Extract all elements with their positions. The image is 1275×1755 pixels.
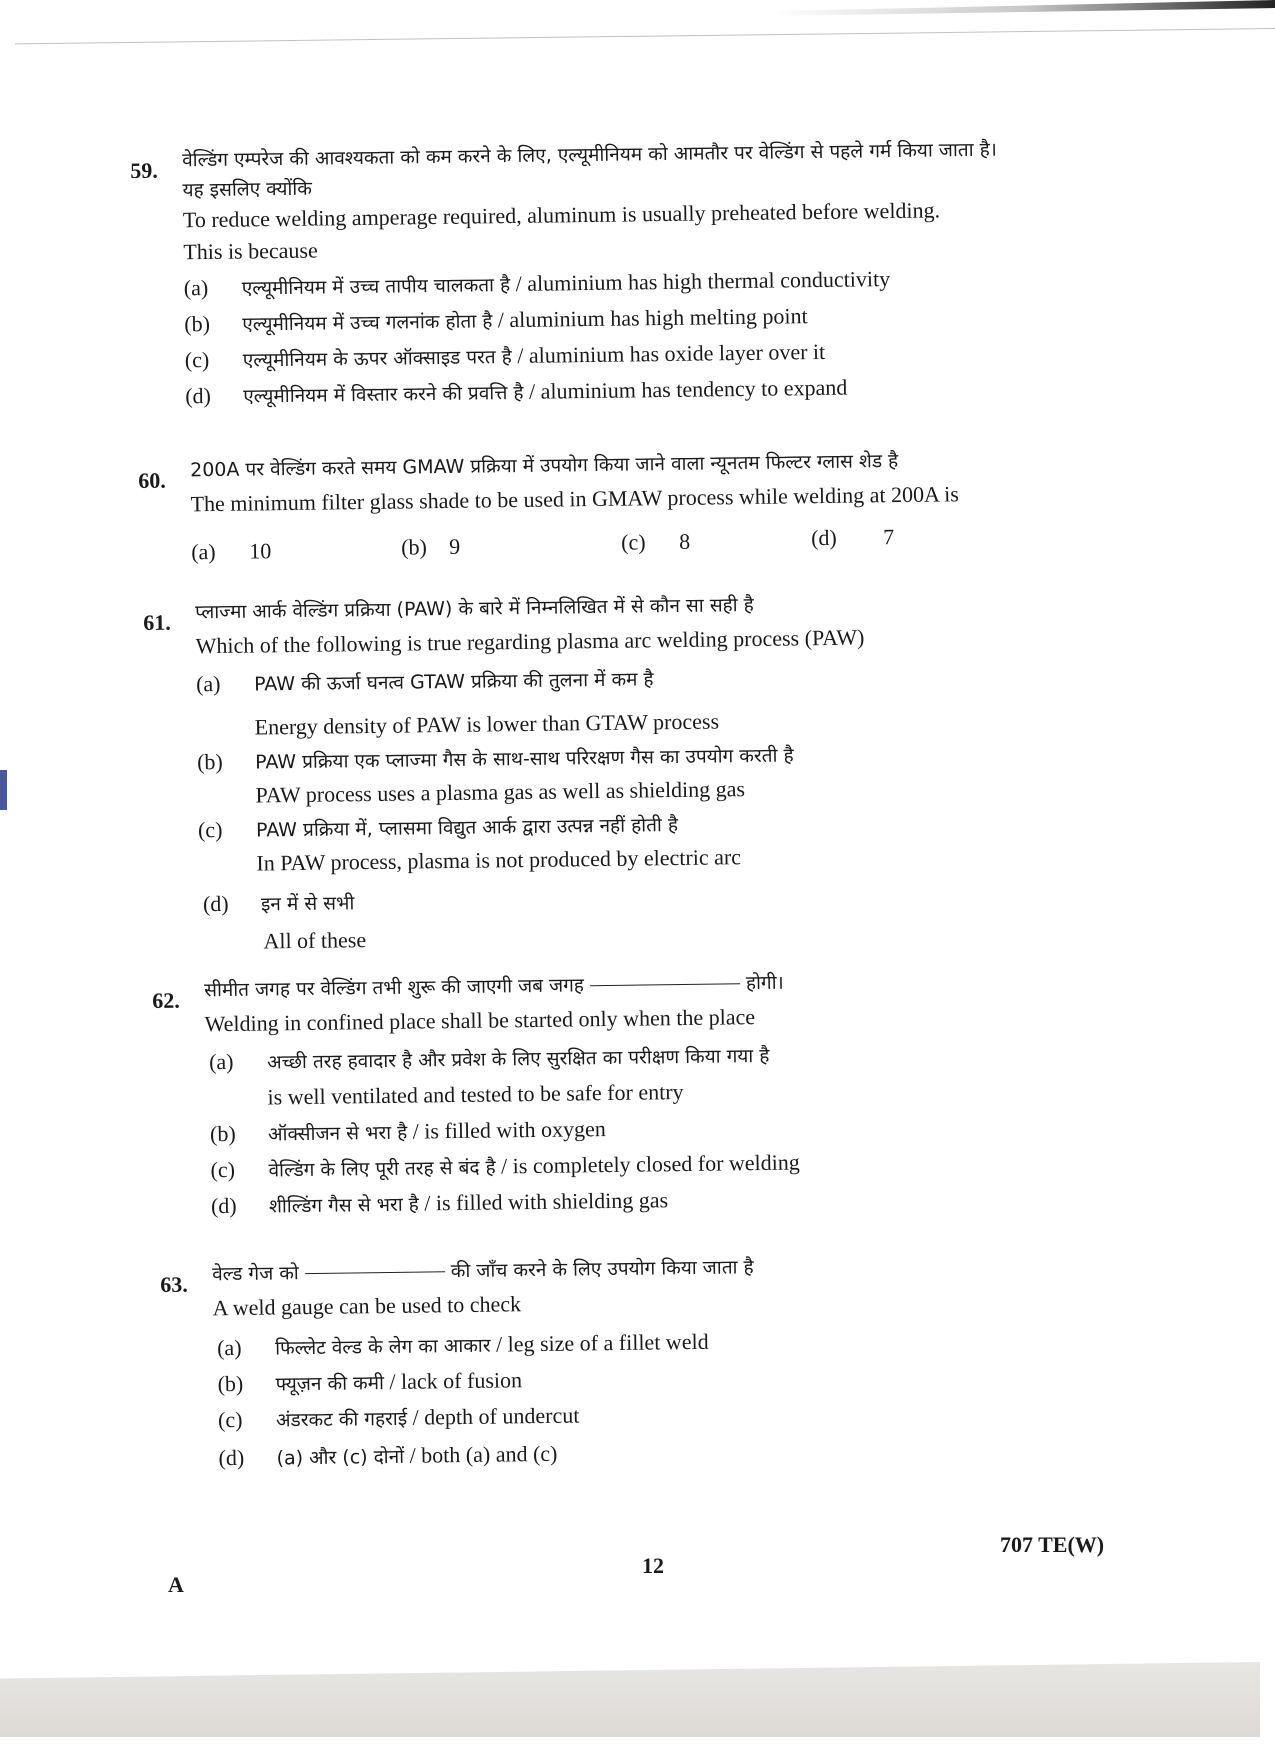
option-hindi: ऑक्सीजन से भरा है — [267, 1121, 408, 1146]
question-english-line: The minimum filter glass shade to be used in GMAW process while welding at 200A is — [190, 481, 960, 517]
option-b-english: PAW process uses a plasma gas as well as shielding gas — [255, 776, 746, 808]
option-b — [184, 303, 808, 338]
option-label: (c) — [217, 1406, 243, 1433]
option-b — [401, 534, 460, 561]
option-c — [185, 339, 826, 374]
option-english: / is filled with shielding gas — [424, 1187, 669, 1216]
option-a — [184, 266, 891, 302]
option-label: (a) — [183, 274, 209, 301]
option-label: (b) — [401, 534, 428, 560]
option-hindi: एल्यूमीनियम में विस्तार करने की प्रवत्ति है — [243, 381, 524, 408]
option-label: (a) — [191, 538, 216, 565]
option-a — [196, 665, 654, 698]
question-hindi-line: 200A पर वेल्डिंग करते समय GMAW प्रक्रिया में उपयोग किया जाने वाला न्यूनतम फिल्टर ग्लास शेड है — [190, 450, 899, 482]
option-hindi: एल्यूमीनियम के ऊपर ऑक्साइड परत है — [242, 346, 512, 372]
option-c-english: In PAW process, plasma is not produced by electric arc — [256, 844, 742, 876]
option-a — [191, 538, 271, 565]
option-hindi: (a) और (c) दोनों — [276, 1445, 405, 1470]
footer-series: A — [168, 1572, 184, 1597]
question-number: 62. — [152, 987, 180, 1013]
option-value: 9 — [449, 533, 461, 559]
question-english-line: Welding in confined place shall be started only when the place — [204, 1004, 756, 1037]
option-english: / aluminium has oxide layer over it — [517, 338, 826, 368]
hindi-after-blank: होगी। — [745, 971, 784, 995]
option-label: (d) — [810, 524, 837, 551]
option-hindi: एल्यूमीनियम में उच्च गलनांक होता है — [242, 310, 493, 336]
option-hindi: PAW प्रक्रिया में, प्लासमा विद्युत आर्क द्वारा उत्पन्न नहीं होती है — [255, 814, 679, 842]
option-d-english: All of these — [263, 927, 367, 954]
option-label: (c) — [620, 529, 646, 555]
option-a-english: is well ventilated and tested to be safe for entry — [267, 1079, 684, 1110]
option-hindi: फिल्लेट वेल्ड के लेग का आकार — [274, 1334, 491, 1360]
option-label: (c) — [210, 1156, 236, 1183]
question-english-line: Which of the following is true regarding plasma arc welding process (PAW) — [195, 624, 865, 659]
footer-page-number: 12 — [642, 1553, 664, 1578]
fill-in-blank — [305, 1271, 445, 1274]
option-hindi: शील्डिंग गैस से भरा है — [268, 1193, 419, 1218]
option-d — [185, 375, 847, 411]
question-hindi-line — [212, 1254, 754, 1287]
question-english-line: This is because — [183, 237, 318, 265]
option-b — [197, 741, 794, 776]
option-label: (a) — [195, 670, 221, 697]
option-value: 8 — [678, 528, 691, 554]
option-c — [621, 529, 690, 556]
question-number: 61. — [143, 609, 171, 635]
option-hindi: वेल्डिंग के लिए पूरी तरह से बंद है — [268, 1156, 496, 1182]
question-number: 60. — [138, 467, 166, 493]
option-c — [210, 1150, 800, 1185]
option-b — [210, 1116, 606, 1148]
option-value: 10 — [249, 538, 272, 564]
option-english: / both (a) and (c) — [403, 1440, 558, 1468]
option-label: (b) — [217, 1370, 244, 1397]
option-hindi: एल्यूमीनियम में उच्च तापीय चालकता है — [241, 274, 511, 300]
option-label: (b) — [196, 748, 223, 775]
question-english-line: To reduce welding amperage required, aluminum is usually preheated before welding. — [182, 197, 941, 233]
option-label: (a) — [216, 1334, 242, 1361]
option-a — [209, 1042, 770, 1076]
hindi-before-blank: सीमीत जगह पर वेल्डिंग तभी शुरू की जाएगी जब जगह — [204, 974, 585, 1002]
fill-in-blank — [590, 983, 740, 986]
option-english: / lack of fusion — [389, 1367, 523, 1395]
option-english: / aluminium has high thermal conductivity — [515, 266, 891, 296]
question-number: 59. — [130, 157, 158, 183]
option-label: (d) — [202, 890, 229, 917]
option-c — [198, 811, 678, 844]
option-hindi: अच्छी तरह हवादार है और प्रवेश के लिए सुरक्षित का परीक्षण किया गया है — [266, 1044, 770, 1074]
option-a-english: Energy density of PAW is lower than GTAW process — [254, 708, 720, 740]
option-label: (d) — [218, 1444, 245, 1471]
option-english: / depth of undercut — [412, 1402, 580, 1430]
option-english: / is filled with oxygen — [412, 1116, 606, 1144]
option-english: / is completely closed for welding — [500, 1149, 800, 1179]
option-label: (d) — [210, 1192, 237, 1219]
option-english: / aluminium has tendency to expand — [528, 374, 848, 404]
option-d — [203, 889, 355, 918]
option-label: (a) — [208, 1048, 234, 1075]
question-hindi-line: प्लाज्मा आर्क वेल्डिंग प्रक्रिया (PAW) के बारे में निम्नलिखित में से कौन सा सही है — [195, 594, 754, 624]
question-hindi-line: यह इसलिए क्योंकि — [182, 177, 312, 202]
option-label: (c) — [197, 816, 223, 843]
option-english: / leg size of a fillet weld — [495, 1328, 709, 1357]
option-b — [217, 1367, 522, 1398]
question-hindi-line — [204, 970, 784, 1004]
option-value: 7 — [882, 524, 895, 550]
option-a — [217, 1329, 709, 1362]
question-number: 63. — [160, 1271, 188, 1297]
option-hindi: इन में से सभी — [260, 892, 355, 916]
option-hindi: फ्यूज़न की कमी — [275, 1372, 385, 1396]
option-d — [811, 524, 894, 551]
option-c — [218, 1403, 580, 1435]
option-hindi: अंडरकट की गहराई — [275, 1407, 408, 1432]
option-label: (d) — [185, 382, 212, 409]
option-hindi: PAW की ऊर्जा घनत्व GTAW प्रक्रिया की तुलना में कम है — [253, 668, 654, 696]
option-d — [218, 1441, 557, 1472]
option-label: (b) — [209, 1120, 236, 1147]
hindi-after-blank: की जाँच करने के लिए उपयोग किया जाता है — [450, 1256, 754, 1283]
question-english-line: A weld gauge can be used to check — [212, 1291, 522, 1321]
option-label: (c) — [184, 346, 210, 373]
option-english: / aluminium has high melting point — [497, 303, 808, 333]
hindi-before-blank: वेल्ड गेज को — [212, 1262, 299, 1286]
option-d — [211, 1187, 668, 1220]
question-hindi-line: वेल्डिंग एम्परेज की आवश्यकता को कम करने के लिए, एल्यूमीनियम को आमतौर पर वेल्डिंग से पहले गर्म किया जाता है। — [182, 138, 998, 172]
option-hindi: PAW प्रक्रिया एक प्लाज्मा गैस के साथ-साथ परिरक्षण गैस का उपयोग करती है — [254, 744, 794, 774]
footer-paper-code: 707 TE(W) — [1000, 1532, 1105, 1557]
option-label: (b) — [184, 310, 211, 337]
